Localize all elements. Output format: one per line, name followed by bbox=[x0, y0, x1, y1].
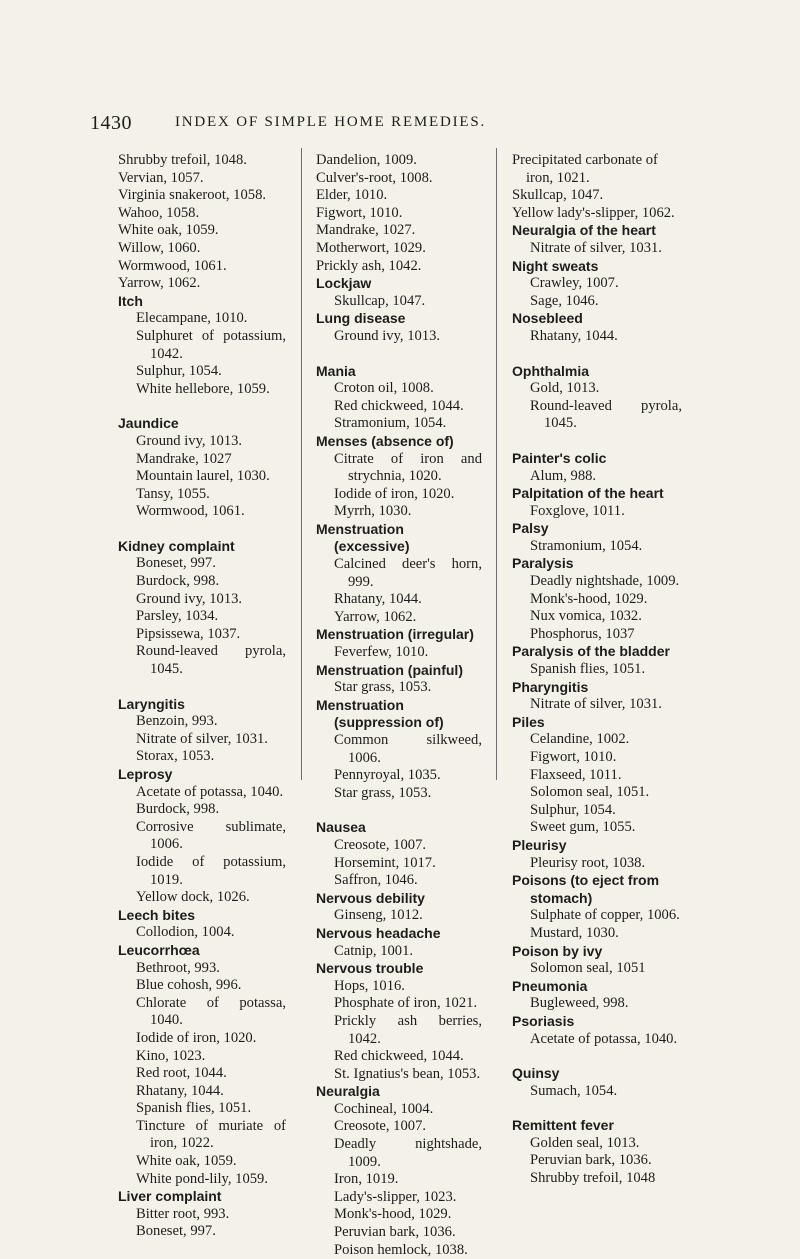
index-entry bbox=[316, 960, 482, 1083]
remedy-item: Pleurisy root, 1038. bbox=[530, 854, 646, 871]
remedy-item: Star grass, 1053. bbox=[334, 679, 432, 696]
index-entry bbox=[512, 258, 682, 311]
index-entry bbox=[512, 363, 682, 433]
remedy-item: Sulphur, 1054. bbox=[530, 801, 616, 818]
remedy-item: Citrate of iron and strychnia, 1020. bbox=[334, 450, 482, 485]
remedy-item: Sulphate of copper, 1006. bbox=[530, 907, 680, 924]
remedy-item: Wormwood, 1061. bbox=[118, 257, 227, 274]
index-entry bbox=[316, 662, 482, 697]
ailment-heading: Menses (absence of) bbox=[316, 432, 454, 449]
remedy-item: Mustard, 1030. bbox=[530, 924, 619, 941]
index-entry bbox=[118, 907, 286, 942]
ailment-heading: Nervous headache bbox=[316, 924, 441, 941]
remedy-item: Deadly nightshade, 1009. bbox=[334, 1136, 482, 1170]
ailment-heading: Menstruation (excessive) bbox=[316, 520, 410, 555]
remedy-item: Star grass, 1053. bbox=[334, 784, 432, 801]
remedy-item: Figwort, 1010. bbox=[530, 749, 617, 765]
remedy-item: Feverfew, 1010. bbox=[334, 644, 429, 661]
remedy-item: Peruvian bark, 1036. bbox=[334, 1224, 456, 1241]
remedy-item: Nux vomica, 1032. bbox=[530, 608, 642, 625]
ailment-heading: Remittent fever bbox=[512, 1117, 614, 1134]
remedy-item: Calcined deer's horn, 999. bbox=[334, 556, 482, 590]
index-entry bbox=[316, 925, 482, 960]
ailment-heading: Kidney complaint bbox=[118, 537, 235, 554]
ailment-heading: Nervous trouble bbox=[316, 960, 424, 977]
remedy-item: Rhatany, 1044. bbox=[334, 591, 422, 608]
index-column-2 bbox=[316, 152, 482, 1259]
index-entry bbox=[316, 697, 482, 803]
remedy-item: Rhatany, 1044. bbox=[530, 327, 618, 344]
remedy-item: Golden seal, 1013. bbox=[530, 1134, 640, 1151]
remedy-item: Corrosive sublimate, 1006. bbox=[136, 818, 286, 853]
remedy-item: Boneset, 997. bbox=[136, 555, 216, 572]
remedy-item: Dandelion, 1009. bbox=[316, 152, 417, 168]
ailment-heading: Painter's colic bbox=[512, 449, 607, 466]
ailment-heading: Paralysis of the bladder bbox=[512, 643, 670, 660]
remedy-item: Skullcap, 1047. bbox=[334, 292, 426, 309]
remedy-item: Shrubby trefoil, 1048. bbox=[118, 152, 247, 168]
remedy-item: Vervian, 1057. bbox=[118, 169, 204, 186]
remedy-item: Elder, 1010. bbox=[316, 187, 388, 204]
index-entry bbox=[512, 943, 682, 978]
page-number: 1430 bbox=[90, 112, 132, 134]
remedy-item: Benzoin, 993. bbox=[136, 713, 218, 730]
remedy-item: Gold, 1013. bbox=[530, 380, 600, 397]
index-entry bbox=[512, 485, 682, 520]
ailment-heading: Itch bbox=[118, 292, 143, 309]
remedy-item: Motherwort, 1029. bbox=[316, 239, 426, 256]
remedy-item: Iron, 1019. bbox=[334, 1171, 399, 1188]
ailment-heading: Nervous debility bbox=[316, 889, 425, 906]
remedy-item: Iodide of potassium, 1019. bbox=[136, 853, 286, 888]
remedy-item: Elecampane, 1010. bbox=[136, 310, 248, 327]
index-entry bbox=[316, 310, 482, 345]
column-divider bbox=[496, 148, 497, 780]
remedy-item: Red root, 1044. bbox=[136, 1065, 227, 1082]
remedy-item: Yellow dock, 1026. bbox=[136, 889, 250, 906]
ailment-heading: Neuralgia of the heart bbox=[512, 222, 656, 239]
remedy-item: White hellebore, 1059. bbox=[136, 380, 270, 397]
remedy-item: Acetate of potassa, 1040. bbox=[530, 1030, 678, 1047]
ailment-heading: Ophthalmia bbox=[512, 362, 590, 379]
remedy-item: Phosphorus, 1037 bbox=[530, 625, 635, 642]
ailment-heading: Paralysis bbox=[512, 555, 574, 572]
index-entry bbox=[316, 626, 482, 661]
ailment-heading: Menstruation (painful) bbox=[316, 661, 463, 678]
column-divider bbox=[301, 148, 302, 780]
remedy-item: Common silkweed, 1006. bbox=[334, 732, 482, 766]
index-entry bbox=[316, 363, 482, 433]
remedy-item: Hops, 1016. bbox=[334, 977, 405, 994]
remedy-item: White oak, 1059. bbox=[118, 222, 219, 239]
ailment-heading: Neuralgia bbox=[316, 1083, 380, 1100]
remedy-item: Shrubby trefoil, 1048 bbox=[530, 1170, 656, 1187]
ailment-heading: Poisons (to eject from stomach) bbox=[512, 872, 660, 906]
ailment-heading: Night sweats bbox=[512, 257, 599, 274]
remedy-item: Nitrate of silver, 1031. bbox=[530, 696, 662, 713]
remedy-item: Burdock, 998. bbox=[136, 573, 220, 590]
remedy-item: Solomon seal, 1051. bbox=[530, 784, 650, 801]
ailment-heading: Quinsy bbox=[512, 1065, 560, 1082]
remedy-item: Wahoo, 1058. bbox=[118, 204, 200, 221]
remedy-item: Celandine, 1002. bbox=[530, 731, 630, 748]
index-entry bbox=[316, 890, 482, 925]
remedy-item: Yellow lady's-slipper, 1062. bbox=[512, 204, 675, 221]
remedy-item: Ground ivy, 1013. bbox=[136, 590, 243, 607]
index-entry bbox=[512, 1013, 682, 1048]
remedy-item: Ground ivy, 1013. bbox=[334, 327, 441, 344]
remedy-item: Rhatany, 1044. bbox=[136, 1082, 224, 1099]
index-entry bbox=[512, 310, 682, 345]
remedy-item: Monk's-hood, 1029. bbox=[334, 1206, 452, 1223]
index-entry bbox=[512, 643, 682, 678]
index-entry bbox=[118, 415, 286, 521]
ailment-heading: Pneumonia bbox=[512, 977, 588, 994]
ailment-heading: Leprosy bbox=[118, 766, 173, 782]
remedy-item: Iodide of iron, 1020. bbox=[334, 485, 455, 502]
remedy-item: Ginseng, 1012. bbox=[334, 907, 423, 924]
index-entry bbox=[316, 521, 482, 627]
remedy-item: Yarrow, 1062. bbox=[118, 275, 201, 292]
remedy-item: Cochineal, 1004. bbox=[334, 1100, 434, 1117]
index-entry bbox=[512, 872, 682, 942]
ailment-heading: Menstruation (irregular) bbox=[316, 626, 474, 643]
ailment-heading: Pharyngitis bbox=[512, 678, 589, 695]
running-head: INDEX OF SIMPLE HOME REMEDIES. bbox=[175, 114, 487, 130]
remedy-item: Red chickweed, 1044. bbox=[334, 397, 464, 414]
index-entry bbox=[512, 222, 682, 257]
remedy-item: Pipsissewa, 1037. bbox=[136, 625, 241, 642]
remedy-item: Sweet gum, 1055. bbox=[530, 819, 636, 836]
ailment-heading: Menstruation (suppression of) bbox=[316, 696, 444, 731]
ailment-heading: Psoriasis bbox=[512, 1012, 575, 1029]
remedy-item: Alum, 988. bbox=[530, 467, 597, 484]
remedy-item: Deadly nightshade, 1009. bbox=[530, 573, 680, 590]
remedy-item: Monk's-hood, 1029. bbox=[530, 590, 648, 607]
index-entry bbox=[512, 520, 682, 555]
remedy-item: Poison hemlock, 1038. bbox=[334, 1241, 468, 1258]
remedy-item: Horsemint, 1017. bbox=[334, 854, 436, 871]
ailment-heading: Nausea bbox=[316, 819, 366, 836]
remedy-item: Crawley, 1007. bbox=[530, 275, 619, 292]
remedy-item: Nitrate of silver, 1031. bbox=[530, 239, 662, 256]
remedy-item: Bitter root, 993. bbox=[136, 1205, 230, 1222]
remedy-item: Peruvian bark, 1036. bbox=[530, 1152, 652, 1169]
ailment-heading: Palsy bbox=[512, 520, 549, 537]
index-entry bbox=[316, 1083, 482, 1259]
remedy-item: Foxglove, 1011. bbox=[530, 502, 625, 519]
remedy-item: Tansy, 1055. bbox=[136, 485, 210, 502]
remedy-item: White pond-lily, 1059. bbox=[136, 1170, 268, 1187]
remedy-item: Round-leaved pyrola, 1045. bbox=[530, 397, 682, 432]
remedy-item: Round-leaved pyrola, 1045. bbox=[136, 643, 286, 678]
index-entry bbox=[512, 714, 682, 837]
ailment-heading: Leech bites bbox=[118, 906, 196, 923]
remedy-item: White oak, 1059. bbox=[136, 1153, 237, 1170]
remedy-item: Skullcap, 1047. bbox=[512, 187, 604, 204]
remedy-item: Chlorate of potassa, 1040. bbox=[136, 994, 286, 1029]
remedy-item: Boneset, 997. bbox=[136, 1223, 216, 1240]
page-header bbox=[90, 112, 710, 136]
remedy-item: Acetate of potassa, 1040. bbox=[136, 783, 284, 800]
remedy-item: Prickly ash, 1042. bbox=[316, 257, 422, 274]
index-entry bbox=[512, 1065, 682, 1100]
remedy-item: Mandrake, 1027 bbox=[136, 450, 232, 467]
index-column-1 bbox=[118, 152, 286, 1241]
remedy-item: Virginia snakeroot, 1058. bbox=[118, 187, 267, 204]
remedy-item: Storax, 1053. bbox=[136, 748, 215, 765]
index-entry bbox=[118, 942, 286, 1188]
remedy-item: Mountain laurel, 1030. bbox=[136, 468, 270, 485]
remedy-item: Yarrow, 1062. bbox=[334, 608, 417, 625]
remedy-item: Prickly ash berries, 1042. bbox=[334, 1012, 482, 1047]
remedy-item: Flaxseed, 1011. bbox=[530, 766, 622, 783]
index-entry bbox=[118, 696, 286, 766]
index-entry bbox=[118, 538, 286, 679]
remedy-item: Creosote, 1007. bbox=[334, 836, 427, 853]
remedy-item: St. Ignatius's bean, 1053. bbox=[334, 1065, 481, 1082]
index-entry bbox=[512, 1117, 682, 1187]
remedy-item: Bethroot, 993. bbox=[136, 959, 220, 976]
remedy-item: Culver's-root, 1008. bbox=[316, 169, 433, 186]
index-entry bbox=[316, 433, 482, 521]
remedy-item: Solomon seal, 1051 bbox=[530, 960, 646, 977]
remedy-item: Saffron, 1046. bbox=[334, 872, 418, 889]
ailment-heading: Pleurisy bbox=[512, 836, 567, 853]
remedy-item: Red chickweed, 1044. bbox=[334, 1048, 464, 1065]
index-entry bbox=[512, 837, 682, 872]
ailment-heading: Laryngitis bbox=[118, 695, 185, 712]
index-entry bbox=[118, 766, 286, 907]
index-entry bbox=[512, 450, 682, 485]
remedy-item: Stramonium, 1054. bbox=[530, 537, 643, 554]
remedy-item: Sulphur, 1054. bbox=[136, 363, 222, 380]
remedy-item: Burdock, 998. bbox=[136, 801, 220, 818]
remedy-item: Parsley, 1034. bbox=[136, 608, 219, 625]
ailment-heading: Nosebleed bbox=[512, 310, 583, 327]
remedy-item: Figwort, 1010. bbox=[316, 204, 403, 221]
remedy-item: Pennyroyal, 1035. bbox=[334, 767, 441, 784]
ailment-heading: Lung disease bbox=[316, 310, 406, 327]
remedy-item: Lady's-slipper, 1023. bbox=[334, 1188, 457, 1205]
ailment-heading: Piles bbox=[512, 713, 545, 730]
remedy-item: Nitrate of silver, 1031. bbox=[136, 730, 268, 747]
remedy-item: Precipitated carbonate of iron, 1021. bbox=[512, 152, 658, 186]
index-column-3 bbox=[512, 152, 682, 1188]
remedy-item: Bugleweed, 998. bbox=[530, 995, 629, 1012]
remedy-item: Spanish flies, 1051. bbox=[136, 1100, 252, 1117]
remedy-item: Mandrake, 1027. bbox=[316, 222, 416, 239]
index-entry bbox=[316, 819, 482, 889]
index-entry bbox=[512, 555, 682, 643]
ailment-heading: Palpitation of the heart bbox=[512, 485, 664, 502]
remedy-item: Croton oil, 1008. bbox=[334, 380, 434, 397]
ailment-heading: Lockjaw bbox=[316, 275, 372, 292]
ailment-heading: Poison by ivy bbox=[512, 942, 603, 959]
ailment-heading: Jaundice bbox=[118, 415, 179, 432]
remedy-item: Collodion, 1004. bbox=[136, 924, 235, 941]
remedy-item: Sage, 1046. bbox=[530, 292, 599, 309]
remedy-item: Creosote, 1007. bbox=[334, 1118, 427, 1135]
index-entry bbox=[512, 679, 682, 714]
remedy-item: Willow, 1060. bbox=[118, 239, 201, 256]
remedy-item: Stramonium, 1054. bbox=[334, 415, 447, 432]
index-entry bbox=[316, 275, 482, 310]
ailment-heading: Mania bbox=[316, 362, 356, 379]
index-entry bbox=[118, 1188, 286, 1241]
remedy-item: Kino, 1023. bbox=[136, 1047, 206, 1064]
index-entry bbox=[512, 978, 682, 1013]
ailment-heading: Leucorrhœa bbox=[118, 941, 200, 958]
remedy-item: Ground ivy, 1013. bbox=[136, 432, 243, 449]
remedy-item: Phosphate of iron, 1021. bbox=[334, 995, 478, 1012]
ailment-heading: Liver complaint bbox=[118, 1188, 222, 1205]
remedy-item: Tincture of muriate of iron, 1022. bbox=[136, 1117, 286, 1152]
remedy-item: Blue cohosh, 996. bbox=[136, 977, 242, 994]
remedy-item: Iodide of iron, 1020. bbox=[136, 1029, 257, 1046]
remedy-item: Spanish flies, 1051. bbox=[530, 661, 646, 678]
index-entry bbox=[118, 293, 286, 399]
remedy-item: Myrrh, 1030. bbox=[334, 503, 412, 520]
remedy-item: Sumach, 1054. bbox=[530, 1082, 618, 1099]
remedy-item: Wormwood, 1061. bbox=[136, 503, 245, 520]
remedy-item: Catnip, 1001. bbox=[334, 942, 414, 959]
remedy-item: Sulphuret of potassium, 1042. bbox=[136, 327, 286, 362]
